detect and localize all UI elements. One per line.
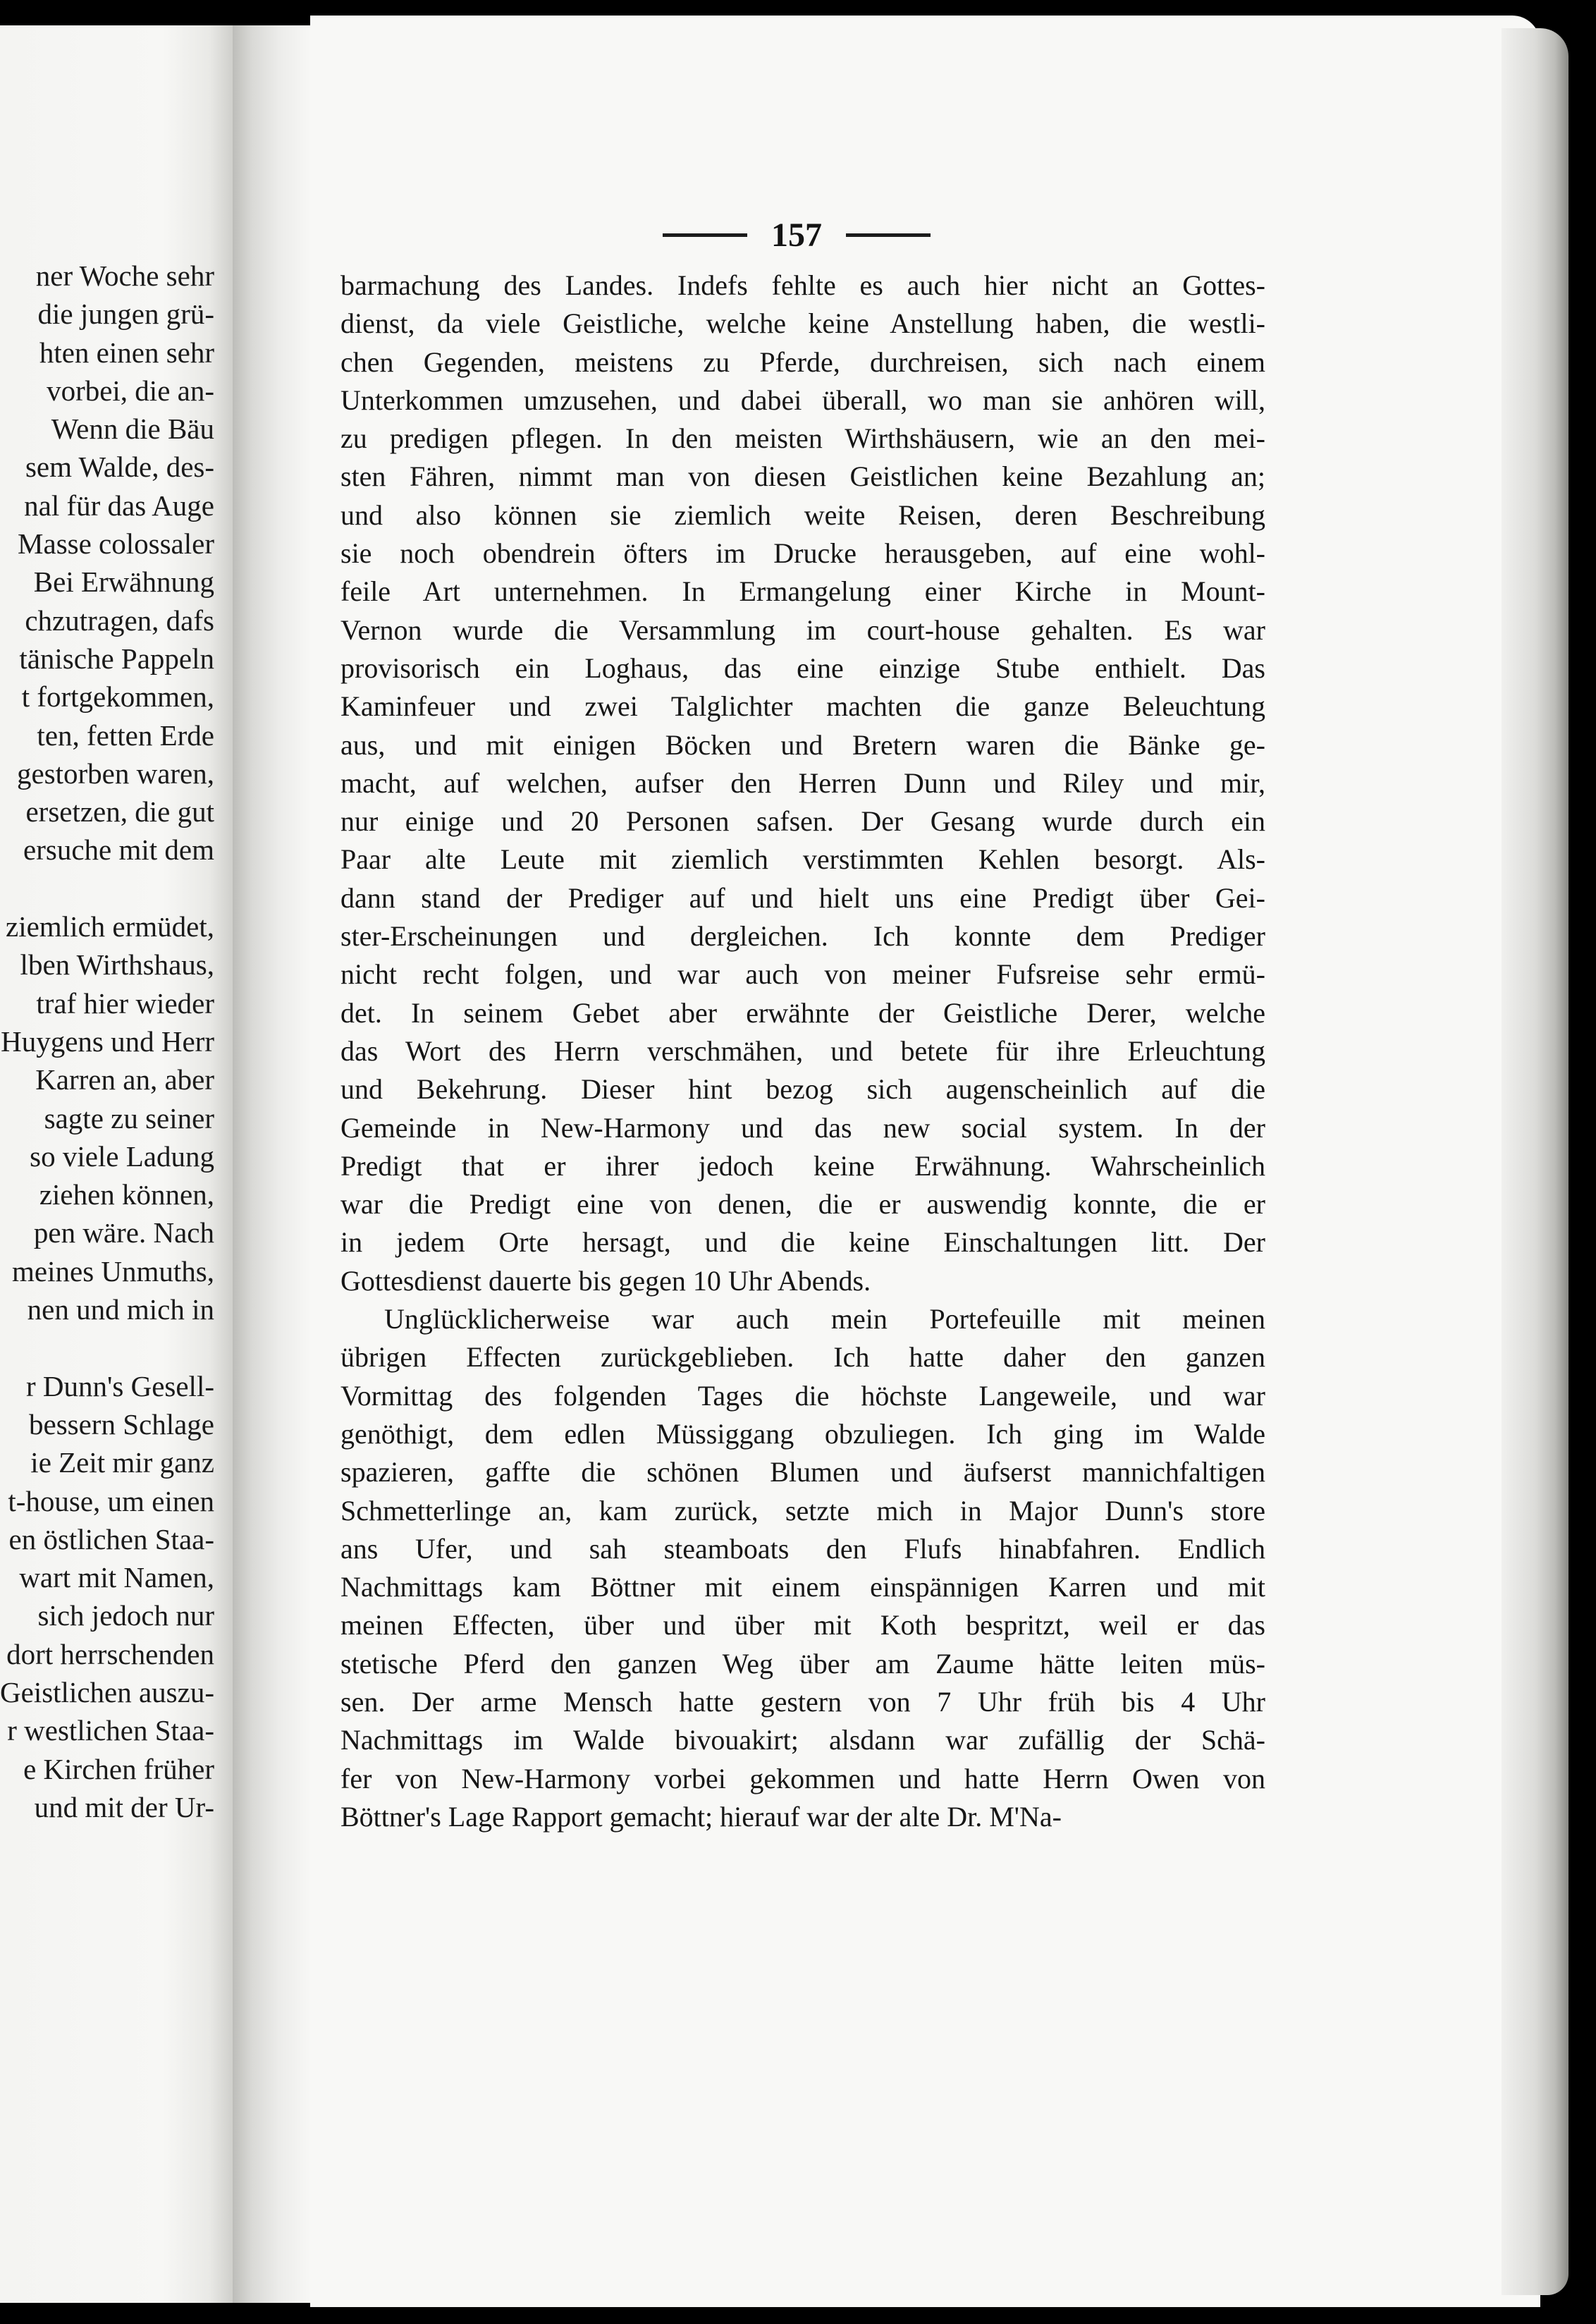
left-page-line: so viele Ladung [30,1139,214,1173]
left-page-line: tänische Pappeln [19,642,214,675]
left-page-line: t fortgekommen, [21,680,214,714]
body-text [340,267,1265,1836]
page-edge [1502,28,1569,2295]
text-line: Kaminfeuer und zwei Talglichter machten die ganze Beleuchtung [340,690,1265,723]
page-number: 157 [771,216,822,254]
text-line: aus, und mit einigen Böcken und Bretern waren die Bänke ge- [340,728,1265,761]
text-line: spazieren, gaffte die schönen Blumen und äufserst mannichfaltigen [340,1456,1265,1488]
left-page-line: chzutragen, dafs [25,604,214,637]
left-page-line: wart mit Namen, [19,1561,214,1594]
text-line: barmachung des Landes. Indefs fehlte es auch hier nicht an Gottes- [340,269,1265,301]
text-line: Paar alte Leute mit ziemlich verstimmten Kehlen besorgt. Als- [340,843,1265,876]
left-page-line: bessern Schlage [29,1407,214,1441]
text-line: Schmetterlinge an, kam zurück, setzte mich in Major Dunn's store [340,1494,1265,1527]
left-page-line: vorbei, die an- [47,374,214,407]
left-page-line: ziemlich ermüdet, [6,910,214,943]
text-line: sen. Der arme Mensch hatte gestern von 7 Uhr früh bis 4 Uhr [340,1685,1265,1718]
left-page-line: pen wäre. Nach [33,1216,214,1249]
left-page-line: gestorben waren, [16,757,214,790]
left-page-line: dort herrschenden [6,1637,214,1670]
text-line: dann stand der Prediger auf und hielt uns eine Predigt über Gei- [340,881,1265,914]
left-page-line: Wenn die Bäu [51,412,214,446]
text-line: stetische Pferd den ganzen Weg über am Zaume hätte leiten müs- [340,1647,1265,1680]
left-page-gap [0,869,214,907]
left-page-line: nen und mich in [27,1293,214,1326]
text-line: ans Ufer, und sah steamboats den Flufs hinabfahren. Endlich [340,1532,1265,1565]
text-line: und Bekehrung. Dieser hint bezog sich augenscheinlich auf die [340,1073,1265,1106]
text-line: Gemeinde in New-Harmony und das new social system. In der [340,1111,1265,1144]
text-line: fer von New-Harmony vorbei gekommen und hatte Herrn Owen von [340,1762,1265,1794]
text-line: feile Art unternehmen. In Ermangelung einer Kirche in Mount- [340,575,1265,608]
text-line: ster-Erscheinungen und dergleichen. Ich konnte dem Prediger [340,920,1265,953]
text-line: Vernon wurde die Versammlung im court-house gehalten. Es war [340,613,1265,646]
left-page-line: lben Wirthshaus, [20,948,214,981]
left-page-line: Huygens und Herr [1,1025,214,1058]
left-page-line: Masse colossaler [18,527,214,561]
left-page-line: Bei Erwähnung [33,565,214,599]
text-line: übrigen Effecten zurückgeblieben. Ich hatte daher den ganzen [340,1341,1265,1374]
left-page-line: r westlichen Staa- [7,1714,214,1747]
text-line: sie noch obendrein öfters im Drucke herausgeben, auf eine wohl- [340,537,1265,570]
header-rule-left [663,233,747,237]
text-line: dienst, da viele Geistliche, welche keine Anstellung haben, die westli- [340,307,1265,340]
left-page-line: meines Unmuths, [12,1254,214,1288]
left-page-line: sem Walde, des- [25,451,214,484]
book-gutter [233,25,310,2303]
left-page-line: hten einen sehr [39,336,214,369]
text-line: meinen Effecten, über und über mit Koth bespritzt, weil er das [340,1609,1265,1641]
text-line: det. In seinem Gebet aber erwähnte der Geistliche Derer, welche [340,996,1265,1029]
left-page-line: ersuche mit dem [23,833,214,867]
text-line: Vormittag des folgenden Tages die höchste Langeweile, und war [340,1379,1265,1412]
text-line: Unterkommen umzusehen, und dabei überall, wo man sie anhören will, [340,384,1265,416]
left-page-line: t-house, um einen [8,1484,214,1517]
left-page-line: nal für das Auge [24,489,214,522]
left-page-line: sagte zu seiner [44,1101,214,1135]
text-line: das Wort des Herrn verschmähen, und betete für ihre Erleuchtung [340,1034,1265,1067]
left-page-line: r Dunn's Gesell- [25,1369,214,1402]
text-line: Nachmittags im Walde bivouakirt; alsdann war zufällig der Schä- [340,1724,1265,1756]
text-line: chen Gegenden, meistens zu Pferde, durchreisen, sich nach einem [340,345,1265,378]
header-rule-right [846,233,931,237]
left-page-fragment [0,25,233,2303]
text-line: und also können sie ziemlich weite Reisen, deren Beschreibung [340,499,1265,531]
text-line: Gottesdienst dauerte bis gegen 10 Uhr Abends. [340,1264,871,1297]
text-line: Predigt that er ihrer jedoch keine Erwähnung. Wahrscheinlich [340,1149,1265,1182]
left-page-line: ie Zeit mir ganz [30,1446,214,1479]
text-line: Unglücklicherweise war auch mein Portefeuille mit meinen [384,1303,1265,1335]
text-line: macht, auf welchen, aufser den Herren Dunn und Riley und mir, [340,766,1265,799]
left-page-text [0,257,214,1826]
left-page-line: ner Woche sehr [35,259,214,292]
text-line: zu predigen pflegen. In den meisten Wirthshäusern, wie an den mei- [340,422,1265,455]
text-line: provisorisch ein Loghaus, das eine einzige Stube enthielt. Das [340,652,1265,684]
text-line: nur einige und 20 Personen safsen. Der Gesang wurde durch ein [340,805,1265,838]
left-page-line: die jungen grü- [37,298,214,331]
text-line: Nachmittags kam Böttner mit einem einspännigen Karren und mit [340,1571,1265,1603]
left-page-line: e Kirchen früher [23,1752,214,1785]
left-page-line: Karren an, aber [35,1063,214,1096]
left-page-line: ziehen können, [39,1178,214,1211]
text-line: nicht recht folgen, und war auch von meiner Fufsreise sehr ermü- [340,958,1265,991]
text-line: genöthigt, dem edlen Müssiggang obzuliegen. Ich ging im Walde [340,1417,1265,1450]
left-page-line: Geistlichen auszu- [0,1675,214,1708]
left-page-line: und mit der Ur- [34,1790,214,1823]
left-page-line: en östlichen Staa- [8,1522,214,1555]
text-line: Böttner's Lage Rapport gemacht; hierauf war der alte Dr. M'Na- [340,1800,1062,1833]
left-page-line: sich jedoch nur [37,1599,214,1632]
page-header [656,210,938,259]
left-page-line: ten, fetten Erde [37,718,214,752]
text-line: war die Predigt eine von denen, die er auswendig konnte, die er [340,1188,1265,1221]
left-page-gap [0,1328,214,1366]
left-page-line: traf hier wieder [36,986,214,1020]
left-page-line: ersetzen, die gut [25,795,214,828]
text-line: in jedem Orte hersagt, und die keine Einschaltungen litt. Der [340,1226,1265,1259]
text-line: sten Fähren, nimmt man von diesen Geistlichen keine Bezahlung an; [340,460,1265,493]
